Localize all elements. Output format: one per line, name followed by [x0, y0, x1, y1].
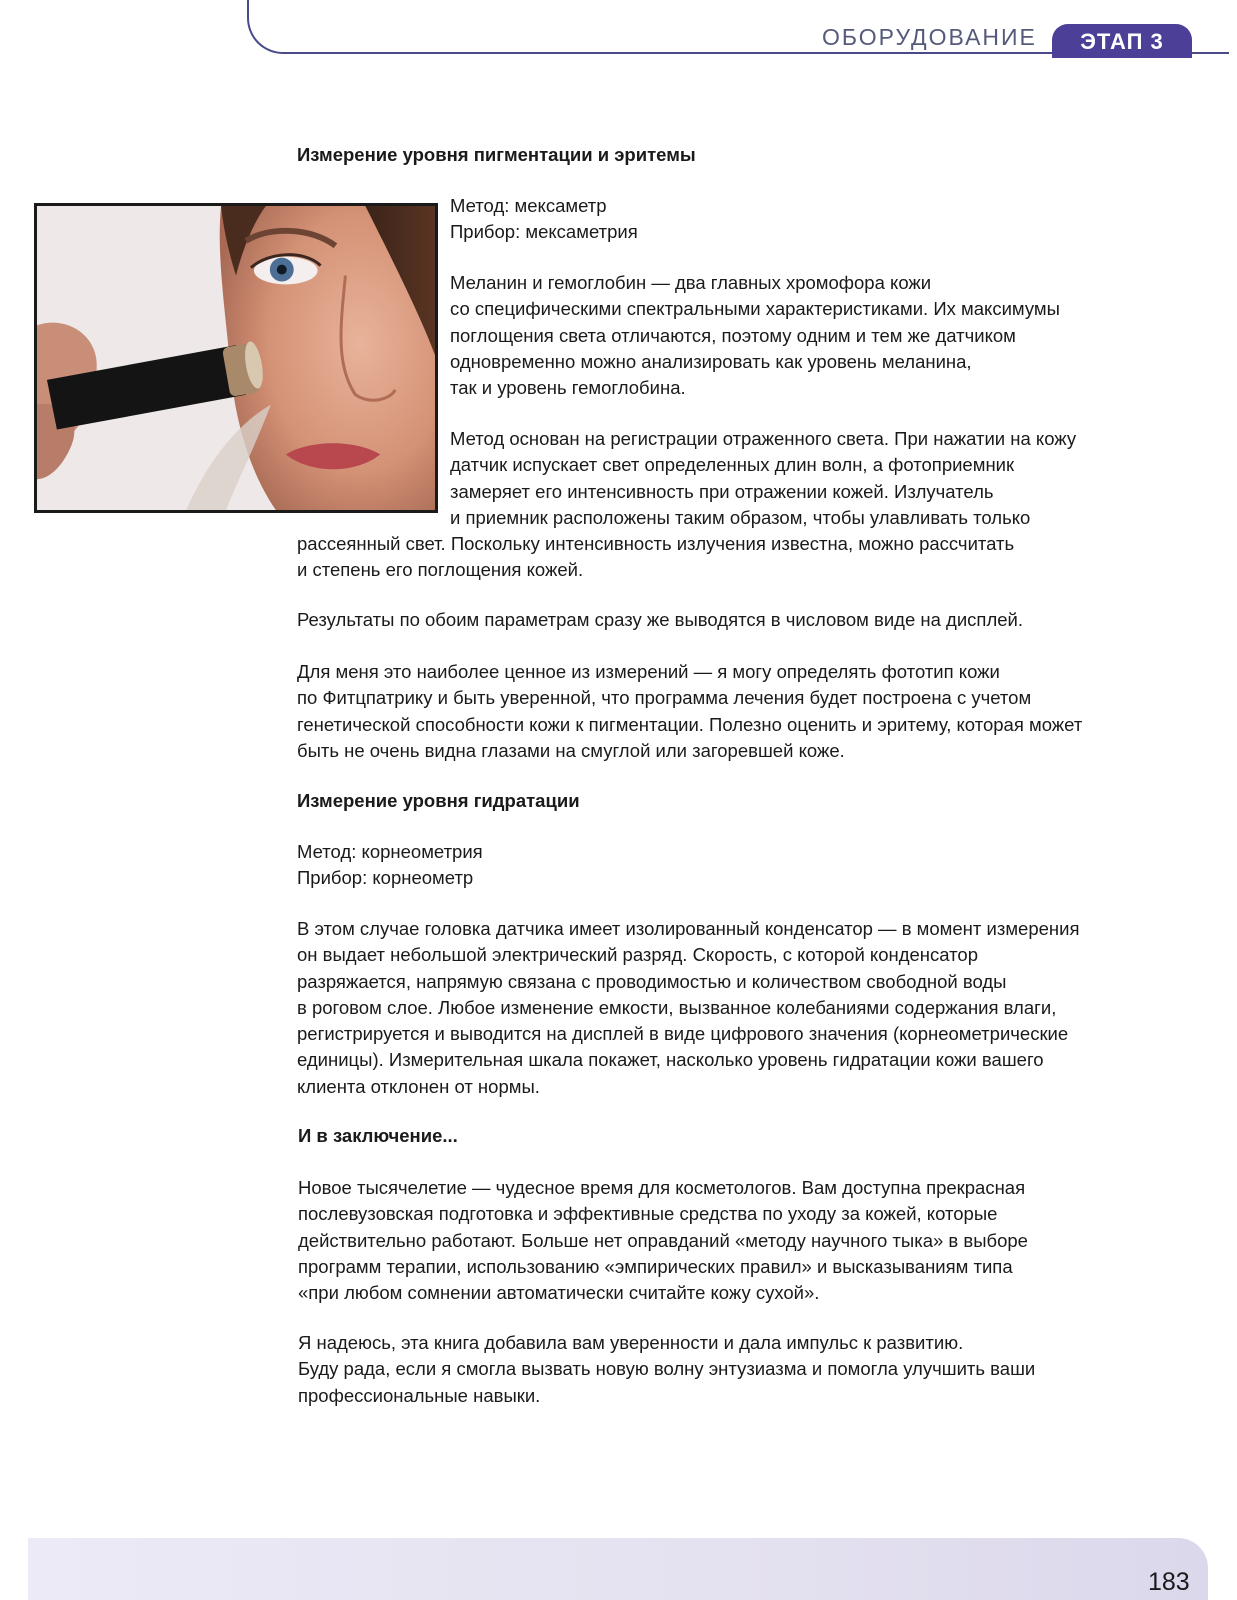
text-line: замеряет его интенсивность при отражении кожей. Излучатель — [450, 480, 994, 502]
text-line: Метод основан на регистрации отраженного света. При нажатии на кожу — [450, 428, 1077, 449]
text-line: в роговом слое. Любое изменение емкости, вызванное колебаниями содержания влаги, — [297, 996, 1057, 1018]
text-line: Меланин и гемоглобин — два главных хромофора кожи — [450, 272, 932, 293]
paragraph-method-full — [297, 531, 1014, 584]
text-line: Результаты по обоим параметрам сразу же выводятся в числовом виде на дисплей. — [297, 609, 1024, 630]
text-line: регистрируется и выводится на дисплей в виде цифрового значения (корнеометрические — [297, 1023, 1069, 1045]
paragraph-method-wrapped — [450, 426, 1076, 531]
text-line: со специфическими спектральными характеристиками. Их максимумы — [450, 298, 1060, 320]
text-line: Буду рада, если я смогла вызвать новую волну энтузиазма и помогла улучшить ваши — [298, 1358, 1036, 1380]
paragraph-closing — [298, 1330, 1035, 1409]
paragraph-results — [297, 607, 1023, 633]
text-line: Я надеюсь, эта книга добавила вам уверенности и дала импульс к развитию. — [298, 1332, 964, 1353]
text-line: разряжается, напрямую связана с проводимостью и количеством свободной воды — [297, 970, 1007, 992]
text-line: и приемник расположены таким образом, чтобы улавливать только — [450, 506, 1031, 528]
stage-badge: ЭТАП 3 — [1052, 24, 1192, 58]
text-line: Новое тысячелетие — чудесное время для косметологов. Вам доступна прекрасная — [298, 1177, 1026, 1198]
section-title-conclusion: И в заключение... — [298, 1125, 458, 1146]
paragraph-millennium — [298, 1175, 1028, 1306]
paragraph-corneometry — [297, 916, 1079, 1100]
text-line: датчик испускает свет определенных длин волн, а фотоприемник — [450, 454, 1015, 476]
section-title-hydration: Измерение уровня гидратации — [297, 790, 580, 811]
method-line: Метод: мексаметр — [450, 195, 607, 216]
paragraph-chromophores — [450, 270, 1060, 401]
section-title-pigmentation: Измерение уровня пигментации и эритемы — [297, 144, 696, 165]
method-block-1 — [450, 193, 638, 246]
text-line: клиента отклонен от нормы. — [297, 1075, 540, 1097]
text-line: одновременно можно анализировать как уровень меланина, — [450, 350, 972, 372]
photo-illustration — [37, 206, 435, 510]
text-line: послевузовская подготовка и эффективные средства по уходу за кожей, которые — [298, 1203, 998, 1225]
footer-band — [28, 1538, 1208, 1600]
section-label: ОБОРУДОВАНИЕ — [822, 24, 1037, 50]
mexameter-photo — [34, 203, 438, 513]
text-line: так и уровень гемоглобина. — [450, 377, 686, 399]
text-line: он выдает небольшой электрический разряд. Скорость, с которой конденсатор — [297, 944, 979, 966]
method-block-2 — [297, 839, 483, 892]
text-line: «при любом сомнении автоматически считайте кожу сухой». — [298, 1282, 820, 1304]
text-line: В этом случае головка датчика имеет изолированный конденсатор — в момент измерения — [297, 918, 1080, 939]
page-number: 183 — [1148, 1568, 1190, 1596]
text-line: и степень его поглощения кожей. — [297, 559, 584, 581]
text-line: действительно работают. Больше нет оправданий «методу научного тыка» в выборе — [298, 1229, 1028, 1251]
text-line: по Фитцпатрику и быть уверенной, что программа лечения будет построена с учетом — [297, 687, 1032, 709]
text-line: Для меня это наиболее ценное из измерений — я могу определять фототип кожи — [297, 661, 1000, 682]
device-line: Прибор: мексаметрия — [450, 221, 638, 243]
text-line: поглощения света отличаются, поэтому одним и тем же датчиком — [450, 324, 1016, 346]
method-line: Метод: корнеометрия — [297, 841, 483, 862]
text-line: профессиональные навыки. — [298, 1384, 541, 1406]
device-line: Прибор: корнеометр — [297, 867, 474, 889]
text-line: программ терапии, использованию «эмпирических правил» и высказываниям типа — [298, 1255, 1013, 1277]
paragraph-fitzpatrick — [297, 659, 1082, 764]
text-line: единицы). Измерительная шкала покажет, насколько уровень гидратации кожи вашего — [297, 1049, 1044, 1071]
text-line: быть не очень видна глазами на смуглой или загоревшей коже. — [297, 739, 845, 761]
text-line: рассеянный свет. Поскольку интенсивность излучения известна, можно рассчитать — [297, 533, 1015, 554]
text-line: генетической способности кожи к пигментации. Полезно оценить и эритему, которая может — [297, 713, 1083, 735]
